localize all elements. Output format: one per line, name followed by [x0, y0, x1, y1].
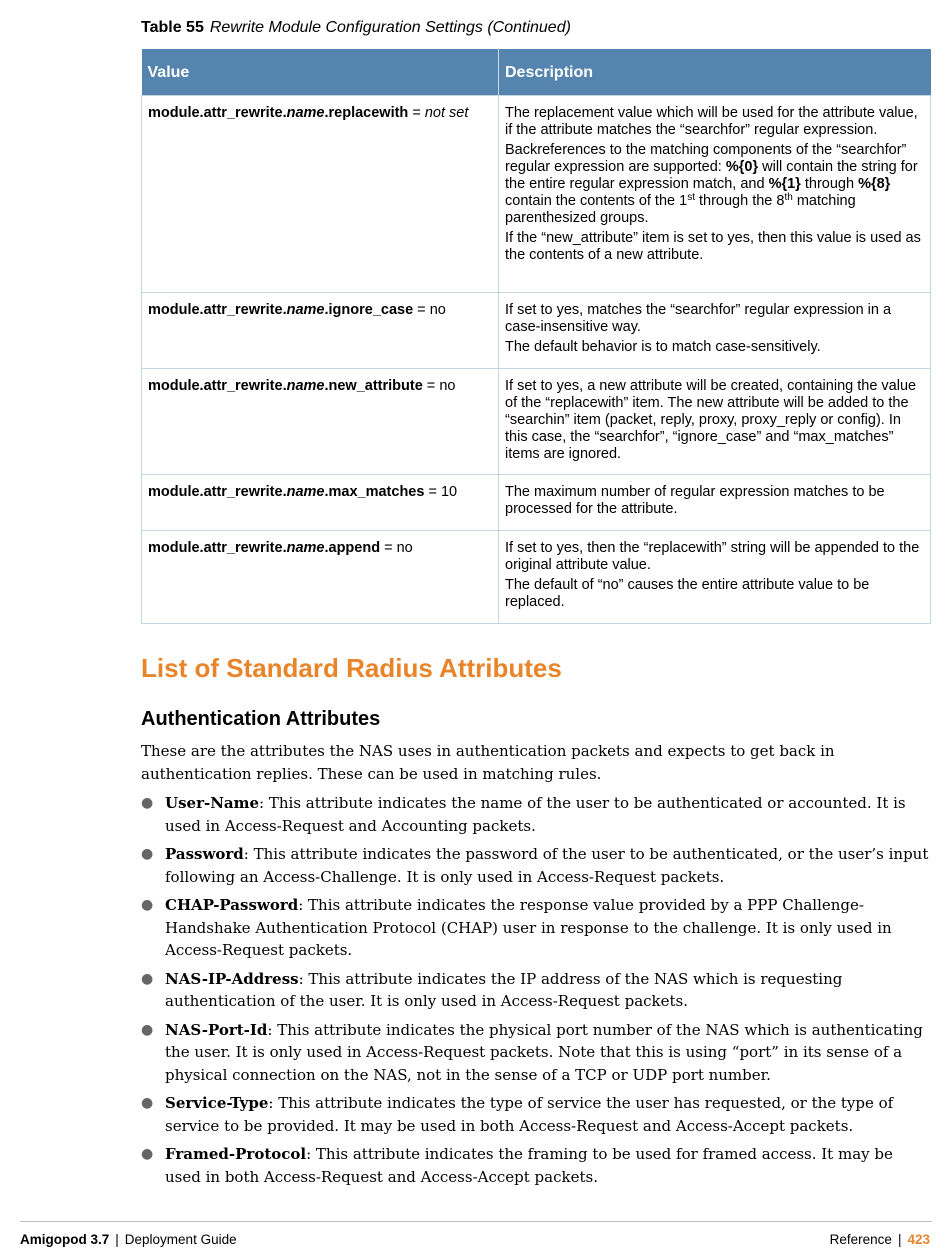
attribute-name: User-Name — [165, 794, 260, 812]
setting-key-cell: module.attr_rewrite.name.append = no — [142, 531, 499, 624]
backreference-code: %{8} — [858, 176, 891, 192]
setting-key-cell: module.attr_rewrite.name.ignore_case = no — [142, 293, 499, 369]
key-prefix: module.attr_rewrite. — [148, 105, 287, 121]
table-number: Table 55 — [141, 19, 204, 36]
key-name-placeholder: name — [286, 302, 325, 318]
attribute-list — [141, 792, 931, 1188]
footer-divider — [20, 1221, 932, 1222]
list-item — [141, 843, 931, 888]
attribute-description: : This attribute indicates the name of the user to be authenticated or accounted. It is used in Access-Request and Accounting packets. — [165, 794, 906, 835]
footer-doc-title: Deployment Guide — [124, 1232, 237, 1247]
setting-description-cell — [499, 96, 931, 293]
column-header-description: Description — [499, 49, 931, 96]
description-paragraph: The maximum number of regular expression matches to be processed for the attribute. — [505, 484, 885, 517]
intro-paragraph: These are the attributes the NAS uses in authentication packets and expects to get back in authentication replies. These can be used in matching rules. — [141, 742, 835, 783]
table-title: Rewrite Module Configuration Settings (Continued) — [209, 19, 571, 36]
table-row — [142, 531, 931, 624]
key-default: no — [429, 302, 446, 318]
key-default: no — [396, 540, 413, 556]
setting-key-cell — [142, 96, 499, 293]
list-item — [141, 1143, 931, 1188]
description-paragraph: If set to yes, then the “replacewith” string will be appended to the original attribute value. — [505, 540, 920, 573]
description-paragraph: The replacement value which will be used for the attribute value, if the attribute matches the “searchfor” regular expression. — [505, 105, 918, 138]
key-name-placeholder: name — [286, 105, 325, 121]
setting-description-cell — [499, 369, 931, 475]
bullet-icon: ● — [141, 846, 154, 862]
section-heading: List of Standard Radius Attributes — [141, 653, 562, 683]
setting-description-cell — [499, 293, 931, 369]
description-paragraph: The default of “no” causes the entire attribute value to be replaced. — [505, 577, 870, 610]
key-name-placeholder: name — [286, 540, 325, 556]
key-name-placeholder: name — [286, 378, 325, 394]
list-item — [141, 792, 931, 837]
attribute-name: CHAP-Password — [165, 896, 299, 914]
footer-left — [20, 1231, 237, 1249]
ordinal-suffix: st — [687, 192, 695, 203]
footer-separator: | — [115, 1232, 119, 1247]
bullet-icon: ● — [141, 1095, 154, 1111]
table-row — [142, 293, 931, 369]
description-paragraph: If set to yes, matches the “searchfor” regular expression in a case-insensitive way. — [505, 302, 892, 335]
attribute-description: : This attribute indicates the physical port number of the NAS which is authenticating the user. It is only used in Access-Request packets. Note that this is using “port” in its sense of a physical connection on the NAS, not in the sense of a TCP or UDP port number. — [165, 1020, 923, 1084]
config-table — [141, 49, 931, 624]
list-item — [141, 968, 931, 1013]
list-item — [141, 1092, 931, 1137]
key-default: no — [439, 378, 456, 394]
attribute-name: Framed-Protocol — [165, 1145, 307, 1163]
description-paragraph: The default behavior is to match case-sensitively. — [505, 339, 821, 355]
table-header-row — [142, 49, 931, 96]
setting-key-cell: module.attr_rewrite.name.new_attribute = no — [142, 369, 499, 475]
description-paragraph: If the “new_attribute” item is set to yes, then this value is used as the contents of a new attribute. — [505, 230, 921, 263]
setting-key-cell: module.attr_rewrite.name.max_matches = 10 — [142, 475, 499, 531]
attribute-description: : This attribute indicates the password of the user to be authenticated, or the user’s input following an Access-Challenge. It is only used in Access-Request packets. — [165, 845, 929, 886]
list-item — [141, 1019, 931, 1087]
attribute-description: : This attribute indicates the IP address of the NAS which is requesting authentication of the user. It is only used in Access-Request packets. — [165, 969, 843, 1010]
attribute-description: : This attribute indicates the type of service the user has requested, or the type of service to be provided. It may be used in both Access-Request and Access-Accept packets. — [165, 1094, 894, 1135]
section-body — [141, 740, 931, 1194]
footer-right — [830, 1231, 930, 1249]
subsection-heading: Authentication Attributes — [141, 708, 381, 730]
key-default: 10 — [440, 484, 458, 500]
attribute-name: NAS-IP-Address — [165, 969, 299, 988]
table-caption — [141, 17, 571, 39]
ordinal-suffix: th — [784, 192, 793, 203]
attribute-description: : This attribute indicates the response value provided by a PPP Challenge-Handshake Authentication Protocol (CHAP) user in response to the challenge. It is only used in Access-Request packets. — [165, 896, 892, 959]
description-paragraph: If set to yes, a new attribute will be created, containing the value of the “replacewith” item. The new attribute will be added to the “searchin” item (packet, reply, proxy, proxy_reply or config). In this case, the “searchfor”, “ignore_case” and “max_matches” items are ignored. — [505, 378, 917, 462]
footer-product: Amigopod 3.7 — [20, 1232, 110, 1247]
backreference-code: %{0} — [725, 159, 759, 175]
attribute-name: Password — [165, 845, 244, 863]
setting-description-cell — [499, 531, 931, 624]
footer-separator: | — [897, 1232, 902, 1247]
footer-section: Reference — [829, 1232, 892, 1247]
key-name-placeholder: name — [286, 484, 325, 500]
attribute-description: : This attribute indicates the framing to be used for framed access. It may be used in both Access-Request and Access-Accept packets. — [165, 1145, 893, 1186]
list-item — [141, 894, 931, 962]
column-header-value: Value — [142, 49, 499, 96]
key-suffix: .replacewith — [324, 105, 409, 121]
key-equals: = — [408, 105, 425, 121]
bullet-icon: ● — [141, 1021, 154, 1038]
page-number: 423 — [907, 1232, 930, 1247]
table-row — [142, 475, 931, 531]
table-row — [142, 369, 931, 475]
table-row — [142, 96, 931, 293]
bullet-icon: ● — [141, 970, 154, 987]
attribute-name: NAS-Port-Id — [165, 1020, 268, 1039]
bullet-icon: ● — [141, 897, 154, 913]
setting-description-cell — [499, 475, 931, 531]
description-paragraph: Backreferences to the matching components of the “searchfor” regular expression are supported: %{0} will contain the string for the entire regular expression match, and %{1} through %{8} contain the contents of the 1st through the 8th matching parenthesized groups. — [505, 142, 918, 226]
attribute-name: Service-Type — [165, 1094, 269, 1112]
key-default: not set — [424, 105, 469, 121]
bullet-icon: ● — [141, 795, 154, 811]
bullet-icon: ● — [141, 1146, 154, 1162]
backreference-code: %{1} — [768, 176, 801, 192]
